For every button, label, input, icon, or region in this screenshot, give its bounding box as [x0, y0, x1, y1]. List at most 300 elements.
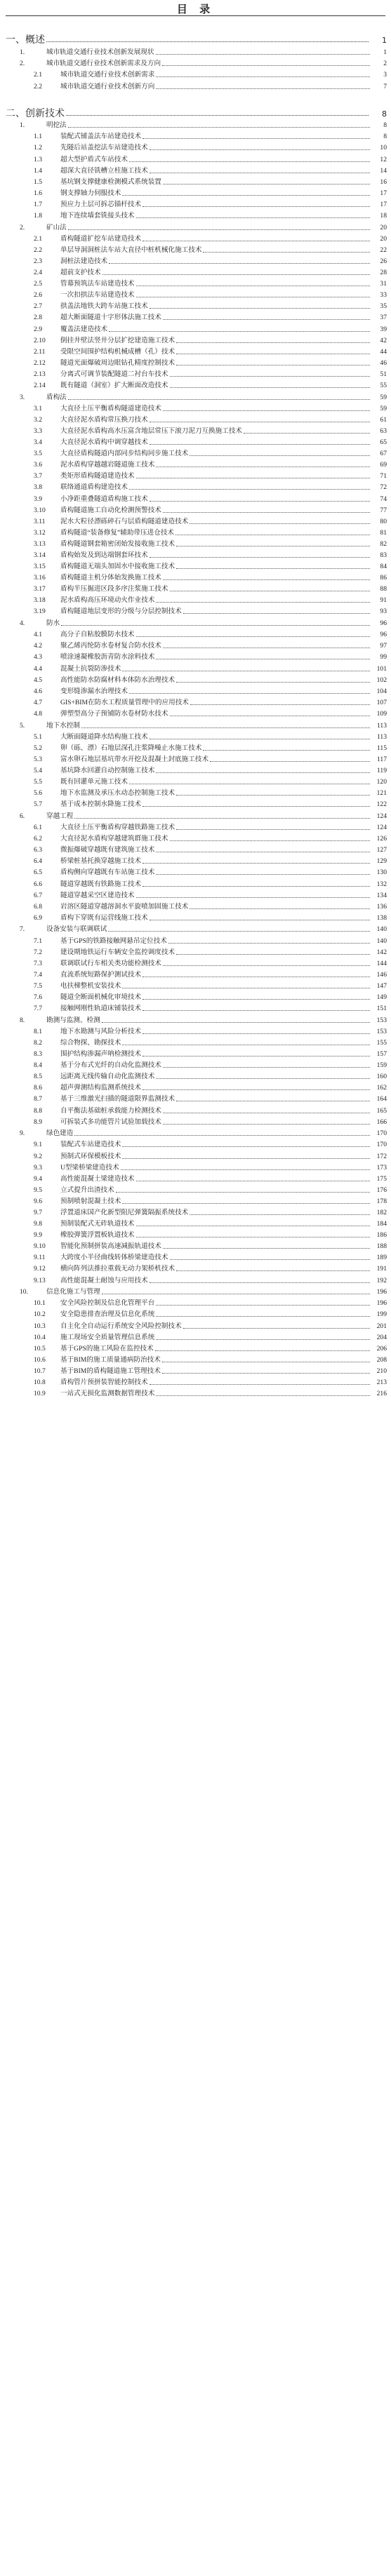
toc-entry[interactable] — [0, 934, 391, 946]
toc-page-number: 172 — [376, 1152, 387, 1160]
toc-entry[interactable] — [0, 1218, 391, 1229]
toc-entry-number: 9.7 — [34, 1209, 42, 1216]
toc-page-number: 59 — [380, 404, 387, 412]
toc-page-number: 170 — [376, 1141, 387, 1149]
toc-entry-title: 盾构隧道地层变形的分级与分层控制技术 — [60, 608, 182, 616]
toc-entry[interactable] — [0, 1139, 391, 1150]
toc-entry-title: 基于BIM的盾构隧道施工管理技术 — [60, 1367, 161, 1375]
dot-leader — [129, 489, 370, 490]
toc-entry-number: 9.12 — [34, 1265, 46, 1273]
toc-entry-title: 大直径泥水盾构高水压富含地层常压下滚刀泥刀互换施工技术 — [60, 427, 243, 435]
toc-entry[interactable] — [0, 742, 391, 753]
toc-page-number: 14 — [380, 166, 387, 175]
toc-page-number: 51 — [380, 370, 387, 378]
toc-entry-number: 3.4 — [34, 438, 42, 447]
toc-entry[interactable] — [0, 798, 391, 810]
toc-entry[interactable] — [0, 300, 391, 311]
toc-entry[interactable] — [0, 481, 391, 492]
toc-entry[interactable] — [0, 335, 391, 346]
toc-entry-number: 10.8 — [34, 1378, 46, 1386]
toc-entry-number: 3.12 — [34, 528, 46, 537]
toc-entry[interactable] — [0, 765, 391, 776]
dot-leader — [176, 1270, 370, 1271]
toc-entry[interactable] — [0, 1388, 391, 1399]
toc-page-number: 1 — [382, 36, 387, 45]
toc-entry[interactable] — [0, 459, 391, 470]
toc-entry[interactable] — [0, 1343, 391, 1354]
toc-entry[interactable] — [0, 255, 391, 267]
toc-entry-number: 2.3 — [34, 257, 42, 265]
dot-leader — [163, 1067, 370, 1068]
toc-entry[interactable] — [0, 1365, 391, 1376]
toc-entry-title: 概述 — [25, 34, 45, 46]
toc-entry[interactable] — [0, 1059, 391, 1071]
toc-entry[interactable] — [0, 753, 391, 765]
toc-entry[interactable] — [0, 346, 391, 357]
toc-entry[interactable] — [0, 527, 391, 538]
toc-entry[interactable] — [0, 153, 391, 164]
toc-entry[interactable] — [0, 357, 391, 368]
toc-entry-number: 7. — [20, 925, 25, 934]
toc-entry-title: 管幕预筑法车站建造技术 — [60, 280, 135, 288]
toc-page-number: 184 — [376, 1220, 387, 1228]
toc-page-number: 77 — [380, 506, 387, 514]
toc-page-number: 69 — [380, 461, 387, 469]
toc-entry[interactable] — [0, 1002, 391, 1014]
toc-entry-title: 聚乙烯丙纶防水卷材复合防水技术 — [60, 642, 161, 650]
dot-leader — [122, 1203, 370, 1204]
toc-entry-title: 隧道穿越既有铁路施工技术 — [60, 880, 142, 888]
toc-entry-number: 10.9 — [34, 1390, 46, 1398]
dot-leader — [170, 387, 371, 388]
dot-leader — [122, 1158, 370, 1159]
toc-entry[interactable] — [0, 414, 391, 425]
toc-entry[interactable] — [0, 901, 391, 912]
toc-entry-title: 盾构始发及到达端钢套环技术 — [60, 551, 148, 559]
toc-entry-title: 地下水勘测与风险分析技术 — [60, 1027, 142, 1035]
dot-leader — [156, 874, 370, 875]
dot-leader — [163, 1248, 370, 1249]
toc-page-number: 117 — [376, 755, 387, 763]
toc-page-number: 104 — [376, 687, 387, 695]
toc-entry[interactable] — [0, 866, 391, 878]
toc-entry[interactable] — [0, 1173, 391, 1184]
toc-entry[interactable] — [0, 1274, 391, 1285]
toc-entry-number: 9. — [20, 1129, 25, 1138]
toc-entry[interactable] — [0, 1252, 391, 1263]
dot-leader — [150, 557, 370, 558]
toc-entry[interactable] — [0, 1240, 391, 1252]
dot-leader — [163, 319, 370, 320]
toc-entry[interactable] — [0, 821, 391, 833]
toc-entry[interactable] — [0, 425, 391, 436]
dot-leader — [163, 965, 370, 966]
toc-entry-title: 基坑降水回灌自动控制施工技术 — [60, 766, 155, 774]
toc-entry-number: 6.1 — [34, 824, 42, 832]
toc-page-number: 88 — [380, 585, 387, 593]
toc-entry-number: 7.4 — [34, 970, 42, 979]
toc-entry[interactable] — [0, 708, 391, 719]
toc-entry[interactable] — [0, 1308, 391, 1320]
dot-leader — [156, 1395, 370, 1396]
toc-entry[interactable] — [0, 448, 391, 459]
toc-entry[interactable] — [0, 504, 391, 516]
toc-page-number: 192 — [376, 1276, 387, 1284]
dot-leader — [155, 1350, 370, 1351]
toc-entry-number: 10. — [20, 1288, 28, 1296]
dot-leader — [156, 602, 370, 603]
toc-entry-title: 类矩形盾构隧道建造技术 — [60, 472, 135, 481]
toc-entry[interactable] — [0, 1082, 391, 1093]
toc-page-number: 44 — [380, 347, 387, 356]
toc-entry-number: 5.4 — [34, 766, 42, 774]
toc-entry-title: 基于GPS的施工风险在监控技术 — [60, 1344, 154, 1353]
toc-entry[interactable] — [0, 1116, 391, 1127]
toc-entry[interactable] — [0, 267, 391, 278]
toc-entry[interactable] — [0, 991, 391, 1002]
toc-entry[interactable] — [0, 403, 391, 414]
toc-entry[interactable] — [0, 776, 391, 787]
toc-entry[interactable] — [0, 80, 391, 91]
toc-entry-number: 9.1 — [34, 1141, 42, 1149]
dot-leader — [136, 217, 370, 218]
toc-page-number: 199 — [376, 1310, 387, 1319]
toc-section[interactable] — [0, 1127, 391, 1139]
toc-entry-number: 1.5 — [34, 177, 42, 186]
dot-leader — [156, 1339, 370, 1340]
toc-entry[interactable] — [0, 187, 391, 199]
toc-entry[interactable] — [0, 1331, 391, 1343]
toc-entry-number: 2.1 — [34, 71, 42, 79]
toc-entry[interactable] — [0, 787, 391, 798]
toc-entry[interactable] — [0, 1184, 391, 1195]
toc-entry-number: 8.7 — [34, 1095, 42, 1103]
toc-entry-title: 远距离无线传输自动化监测技术 — [60, 1073, 155, 1081]
toc-entry[interactable] — [0, 1297, 391, 1308]
toc-page-number: 55 — [380, 382, 387, 389]
toc-title: 目 录 — [176, 3, 215, 15]
toc-entry-number: 8.5 — [34, 1073, 42, 1081]
toc-page-number: 16 — [380, 177, 387, 186]
toc-section[interactable] — [0, 391, 391, 403]
toc-entry-number: 4. — [20, 619, 25, 628]
dot-leader — [109, 331, 370, 332]
toc-entry[interactable] — [0, 980, 391, 991]
toc-entry[interactable] — [0, 1376, 391, 1388]
toc-entry-title: 受限空间围护结构机械成槽（孔）技术 — [60, 347, 175, 356]
toc-entry-title: 卵（砾、漂）石地层深孔注浆降噪止水施工技术 — [60, 744, 202, 752]
dot-leader — [46, 41, 369, 42]
dot-leader — [170, 1259, 371, 1260]
toc-entry[interactable] — [0, 1093, 391, 1104]
toc-entry-number: 1.1 — [34, 133, 42, 141]
toc-entry[interactable] — [0, 199, 391, 210]
toc-entry[interactable] — [0, 1195, 391, 1207]
toc-page-number: 176 — [376, 1186, 387, 1194]
dot-leader — [121, 1169, 370, 1170]
toc-entry-title: 盾构隧道扩挖车站建造技术 — [60, 234, 142, 243]
toc-entry-number: 2.5 — [34, 280, 42, 288]
toc-page-number: 208 — [376, 1355, 387, 1364]
toc-entry-number: 一、 — [6, 34, 25, 46]
dot-leader — [156, 1305, 370, 1306]
dot-leader — [156, 1316, 370, 1317]
toc-entry-number: 8.9 — [34, 1118, 42, 1126]
toc-entry[interactable] — [0, 583, 391, 594]
toc-entry-title: 盾构隧道无端头加固水中接收施工技术 — [60, 563, 175, 571]
toc-entry[interactable] — [0, 1048, 391, 1059]
toc-entry-title: 建设期地铁运行车辆安全监控调度技术 — [60, 948, 175, 956]
toc-entry[interactable] — [0, 289, 391, 300]
toc-entry[interactable] — [0, 561, 391, 572]
toc-entry[interactable] — [0, 1071, 391, 1082]
toc-entry[interactable] — [0, 436, 391, 448]
toc-entry-title: 基于分布式光纤的自动化监测技术 — [60, 1061, 161, 1070]
toc-entry-title: 预制式环保模板技术 — [60, 1152, 121, 1160]
dot-leader — [143, 806, 370, 807]
toc-entry-number: 4.1 — [34, 631, 42, 639]
toc-page-number: 26 — [380, 257, 387, 265]
toc-entry-title: 施工现场安全质量管理信息系统 — [60, 1333, 155, 1341]
toc-entry-number: 9.4 — [34, 1174, 42, 1183]
toc-entry-title: 超大型护盾式车站技术 — [60, 155, 128, 163]
toc-page-number: 115 — [376, 744, 387, 752]
dot-leader — [143, 206, 370, 207]
toc-entry[interactable] — [0, 572, 391, 583]
toc-entry-title: 自主化全自动运行系统安全风险控制技术 — [60, 1322, 182, 1330]
toc-entry-number: 1.3 — [34, 155, 42, 163]
toc-entry[interactable] — [0, 833, 391, 844]
toc-entry-title: 盾构下穿既有运营线施工技术 — [60, 913, 148, 922]
toc-entry-title: 变形缝渗漏水治理技术 — [60, 687, 128, 695]
toc-page-number: 113 — [376, 732, 387, 741]
toc-section[interactable] — [0, 923, 391, 935]
toc-entry-number: 1.6 — [34, 189, 42, 197]
toc-entry-number: 5. — [20, 721, 25, 730]
toc-page-number: 72 — [380, 483, 387, 492]
dot-leader — [150, 149, 370, 150]
dot-leader — [156, 772, 370, 773]
toc-entry[interactable] — [0, 1354, 391, 1365]
toc-entry[interactable] — [0, 1229, 391, 1240]
toc-section[interactable] — [0, 119, 391, 131]
toc-entry-title: 大断面隧道降水结构施工技术 — [60, 732, 148, 741]
toc-section[interactable] — [0, 719, 391, 731]
toc-entry[interactable] — [0, 969, 391, 980]
toc-entry[interactable] — [0, 368, 391, 380]
toc-section[interactable] — [0, 1286, 391, 1298]
toc-entry-number: 4.6 — [34, 687, 42, 695]
toc-entry[interactable] — [0, 958, 391, 969]
toc-page-number: 35 — [380, 302, 387, 311]
dot-leader — [190, 1214, 370, 1215]
toc-entry-number: 8. — [20, 1016, 25, 1024]
toc-entry-number: 6.5 — [34, 868, 42, 877]
toc-page-number: 138 — [376, 913, 387, 922]
toc-entry-number: 9.13 — [34, 1276, 46, 1284]
toc-entry[interactable] — [0, 165, 391, 176]
toc-entry[interactable] — [0, 605, 391, 617]
toc-entry[interactable] — [0, 1026, 391, 1037]
toc-entry[interactable] — [0, 697, 391, 708]
toc-entry[interactable] — [0, 233, 391, 244]
toc-page-number: 46 — [380, 358, 387, 367]
toc-entry-number: 4.8 — [34, 709, 42, 718]
toc-page-number: 164 — [376, 1095, 387, 1103]
toc-entry[interactable] — [0, 640, 391, 651]
toc-page-number: 97 — [380, 642, 387, 650]
toc-entry[interactable] — [0, 176, 391, 187]
dot-leader — [68, 127, 370, 128]
toc-entry[interactable] — [0, 629, 391, 640]
toc-entry-title: 一次扣拱法车站建造技术 — [60, 291, 135, 300]
toc-entry-number: 10.5 — [34, 1344, 46, 1353]
toc-section[interactable] — [0, 46, 391, 58]
toc-entry[interactable] — [0, 674, 391, 685]
toc-section[interactable] — [0, 221, 391, 233]
toc-section[interactable] — [0, 58, 391, 69]
toc-entry-title: 矿山法 — [46, 223, 67, 232]
toc-entry[interactable] — [0, 470, 391, 481]
toc-entry[interactable] — [0, 538, 391, 549]
toc-entry-title: 绿色建造 — [46, 1129, 74, 1138]
toc-entry-title: 洞桩法建造技术 — [60, 257, 108, 265]
toc-entry-title: 城市轨道交通行业技术创新发展现状 — [46, 48, 154, 56]
toc-entry[interactable] — [0, 651, 391, 662]
toc-entry[interactable] — [0, 311, 391, 323]
toc-entry[interactable] — [0, 130, 391, 142]
toc-page-number: 124 — [376, 824, 387, 832]
toc-entry[interactable] — [0, 1104, 391, 1115]
toc-entry-title: 基坑钢支撑健康检测模式系统装置 — [60, 177, 161, 186]
toc-entry[interactable] — [0, 210, 391, 221]
toc-entry-title: 装配式车站建造技术 — [60, 1141, 121, 1149]
toc-entry-title: 高分子自粘胶膜防水技术 — [60, 631, 135, 639]
toc-entry-title: 弹塑型高分子预铺防水卷材防水技术 — [60, 709, 168, 718]
toc-entry[interactable] — [0, 1150, 391, 1161]
dot-leader — [74, 818, 370, 819]
toc-entry[interactable] — [0, 912, 391, 923]
toc-entry-title: 岩溶区隧道穿越溶洞水平旋喷加固施工技术 — [60, 902, 189, 911]
toc-entry-title: 自平衡法基础桩承载能力检测技术 — [60, 1106, 161, 1115]
toc-entry[interactable] — [0, 549, 391, 561]
dot-leader — [129, 161, 370, 162]
dot-leader — [150, 1282, 370, 1283]
dot-leader — [68, 399, 370, 400]
toc-entry-title: 拱盖法地铁大跨车站施工技术 — [60, 302, 148, 311]
toc-entry-number: 5.2 — [34, 744, 42, 752]
dot-leader — [162, 1373, 370, 1374]
toc-entry-number: 3.18 — [34, 596, 46, 605]
toc-entry[interactable] — [0, 731, 391, 742]
toc-entry[interactable] — [0, 662, 391, 673]
toc-entry-number: 2.2 — [34, 246, 42, 254]
toc-entry-title: 大直径泥水盾构常压换刀技术 — [60, 415, 148, 424]
toc-entry[interactable] — [0, 855, 391, 866]
toc-entry[interactable] — [0, 1162, 391, 1173]
toc-entry[interactable] — [0, 69, 391, 80]
toc-entry[interactable] — [0, 844, 391, 855]
dot-leader — [66, 115, 369, 116]
toc-entry-title: 先隧后站盖挖法车站建造技术 — [60, 144, 148, 152]
toc-page-number: 149 — [376, 993, 387, 1002]
toc-entry-title: 隧道全断面机械化审境技术 — [60, 993, 142, 1002]
toc-entry[interactable] — [0, 278, 391, 289]
dot-leader — [190, 704, 370, 705]
toc-entry[interactable] — [0, 142, 391, 153]
toc-entry[interactable] — [0, 1263, 391, 1274]
toc-entry-number: 8.3 — [34, 1050, 42, 1059]
toc-chapter[interactable] — [0, 28, 391, 46]
toc-entry-number: 8.8 — [34, 1106, 42, 1115]
toc-entry[interactable] — [0, 1207, 391, 1218]
toc-page-number: 84 — [380, 563, 387, 571]
toc-entry-number: 9.9 — [34, 1231, 42, 1240]
dot-leader — [210, 761, 370, 762]
toc-entry[interactable] — [0, 1320, 391, 1331]
toc-entry-title: 预制喷射混凝土技术 — [60, 1197, 121, 1205]
toc-entry-title: 大直径盾构隧道内部同步结构同步施工技术 — [60, 450, 189, 458]
toc-page-number: 165 — [376, 1106, 387, 1115]
toc-section[interactable] — [0, 617, 391, 629]
toc-entry-title: 勘测与监测、检测 — [46, 1016, 100, 1024]
toc-page-number: 178 — [376, 1197, 387, 1205]
toc-page-number: 162 — [376, 1084, 387, 1092]
toc-entry-number: 5.7 — [34, 800, 42, 809]
toc-entry[interactable] — [0, 1037, 391, 1048]
toc-chapter[interactable] — [0, 102, 391, 119]
toc-entry-number: 9.11 — [34, 1254, 46, 1262]
toc-page-number: 126 — [376, 835, 387, 843]
toc-entry[interactable] — [0, 516, 391, 527]
toc-entry-number: 6.3 — [34, 846, 42, 854]
dot-leader — [150, 501, 370, 502]
toc-entry[interactable] — [0, 878, 391, 889]
toc-entry-number: 10.1 — [34, 1299, 46, 1308]
toc-entry-title: 超大断面隧道十字形体法施工技术 — [60, 314, 161, 322]
toc-page-number: 122 — [376, 800, 387, 809]
toc-page-number: 144 — [376, 959, 387, 967]
toc-entry-number: 6.4 — [34, 857, 42, 866]
toc-entry-number: 9.6 — [34, 1197, 42, 1205]
toc-section[interactable] — [0, 1014, 391, 1026]
toc-page-number: 129 — [376, 857, 387, 866]
toc-entry[interactable] — [0, 492, 391, 504]
toc-entry-number: 1.2 — [34, 144, 42, 152]
dot-leader — [203, 750, 370, 751]
dot-leader — [176, 682, 370, 683]
toc-page-number: 151 — [376, 1005, 387, 1013]
dot-leader — [190, 455, 370, 456]
toc-entry[interactable] — [0, 380, 391, 391]
toc-entry[interactable] — [0, 244, 391, 255]
toc-entry[interactable] — [0, 685, 391, 697]
toc-entry-number: 3.14 — [34, 551, 46, 559]
toc-entry[interactable] — [0, 890, 391, 901]
toc-entry-number: 8.4 — [34, 1061, 42, 1070]
dot-leader — [183, 1328, 370, 1329]
toc-entry[interactable] — [0, 946, 391, 958]
toc-entry[interactable] — [0, 323, 391, 334]
toc-section[interactable] — [0, 810, 391, 821]
toc-entry[interactable] — [0, 594, 391, 605]
toc-entry-number: 4.4 — [34, 664, 42, 673]
toc-entry-number: 7.5 — [34, 981, 42, 990]
toc-entry-title: 地下水监测及承压水动态控制施工技术 — [60, 789, 175, 798]
toc-entry-number: 4.2 — [34, 642, 42, 650]
toc-page-number: 124 — [376, 812, 387, 820]
toc-entry-number: 7.6 — [34, 993, 42, 1002]
